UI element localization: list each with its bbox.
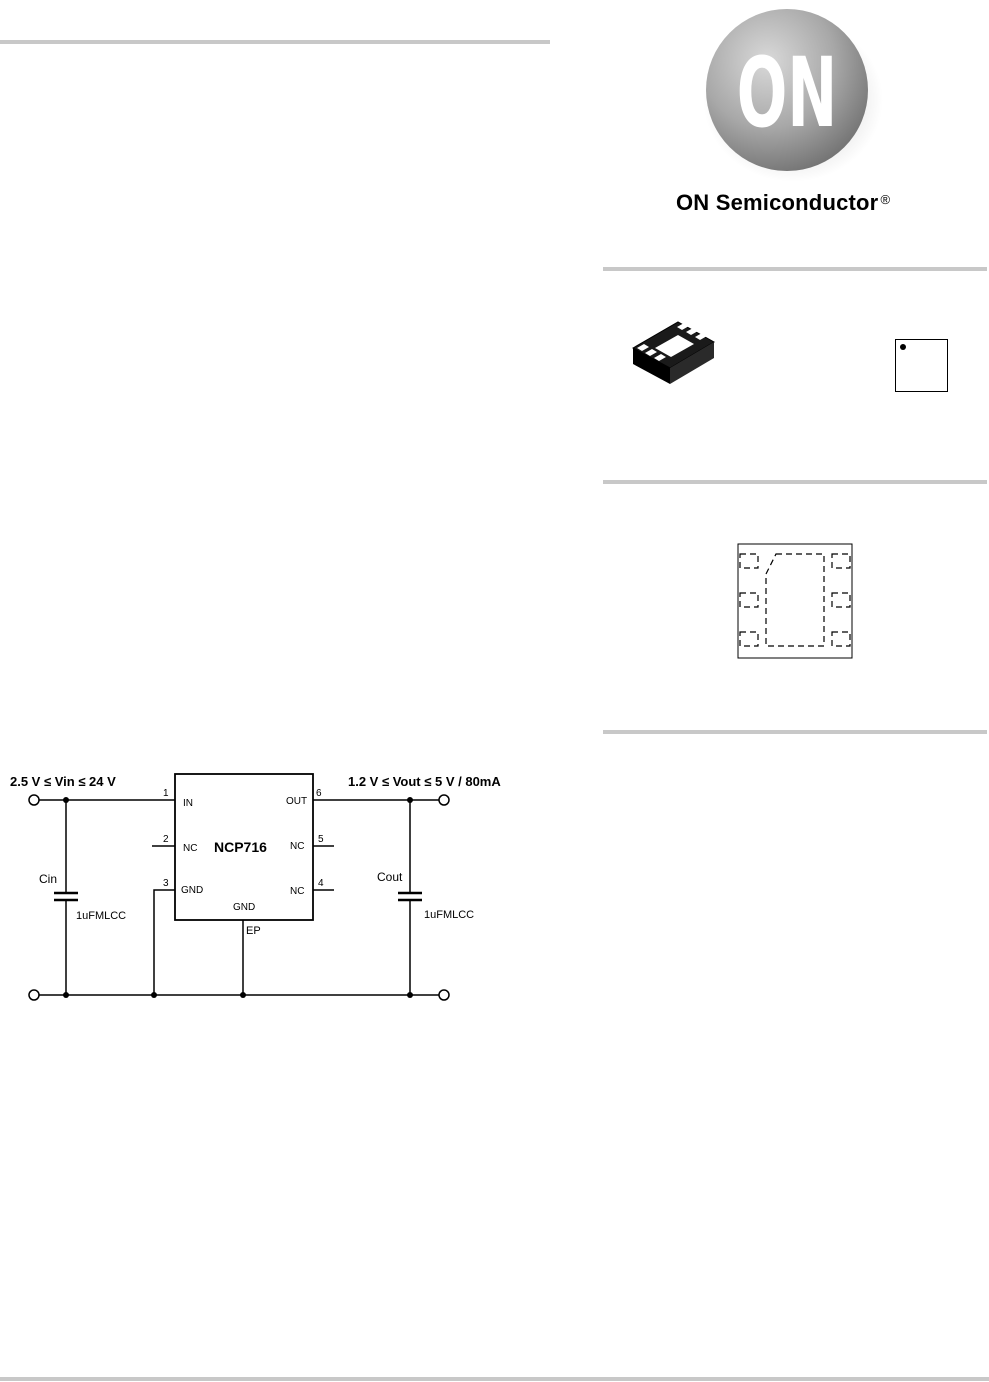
pin5-number: 5: [318, 834, 324, 845]
package-3d-icon: [628, 318, 718, 395]
pin5-name: NC: [290, 841, 305, 852]
pin3-name: GND: [181, 885, 204, 896]
cout-value: 1uFMLCC: [424, 909, 475, 921]
pin2-name: NC: [183, 843, 198, 854]
pin4-name: NC: [290, 886, 305, 897]
on-semiconductor-logo: [690, 8, 890, 183]
pin6-name: OUT: [286, 796, 308, 807]
section-rule-end: [603, 730, 987, 734]
bottom-gnd-name: GND: [233, 902, 256, 913]
bottom-rule: [0, 1377, 989, 1381]
ic-name-label: NCP716: [214, 839, 267, 855]
pin1-name: IN: [183, 798, 193, 809]
pin2-number: 2: [163, 834, 169, 845]
pinout-diagram: [736, 542, 854, 665]
section-rule-package: [603, 267, 987, 271]
brand-name: [676, 190, 890, 216]
marking-diagram-box: [895, 339, 948, 392]
vout-range-label: 1.2 V ≤ Vout ≤ 5 V / 80mA: [348, 774, 501, 789]
logo-text: ON: [736, 37, 838, 149]
pin1-number: 1: [163, 788, 169, 799]
section-rule-pinout: [603, 480, 987, 484]
cout-name: Cout: [377, 870, 403, 884]
registered-mark: ®: [880, 192, 891, 207]
brand-name-text: ON Semiconductor: [676, 190, 879, 215]
vin-range-label: 2.5 V ≤ Vin ≤ 24 V: [10, 774, 116, 789]
pin1-dot: [900, 344, 906, 350]
pin6-number: 6: [316, 788, 322, 799]
pin4-number: 4: [318, 878, 324, 889]
application-schematic: [0, 760, 560, 1015]
cin-name: Cin: [39, 872, 58, 886]
top-rule: [0, 40, 550, 44]
cin-value: 1uFMLCC: [76, 910, 127, 922]
pin3-number: 3: [163, 878, 169, 889]
ep-label: EP: [246, 925, 261, 937]
